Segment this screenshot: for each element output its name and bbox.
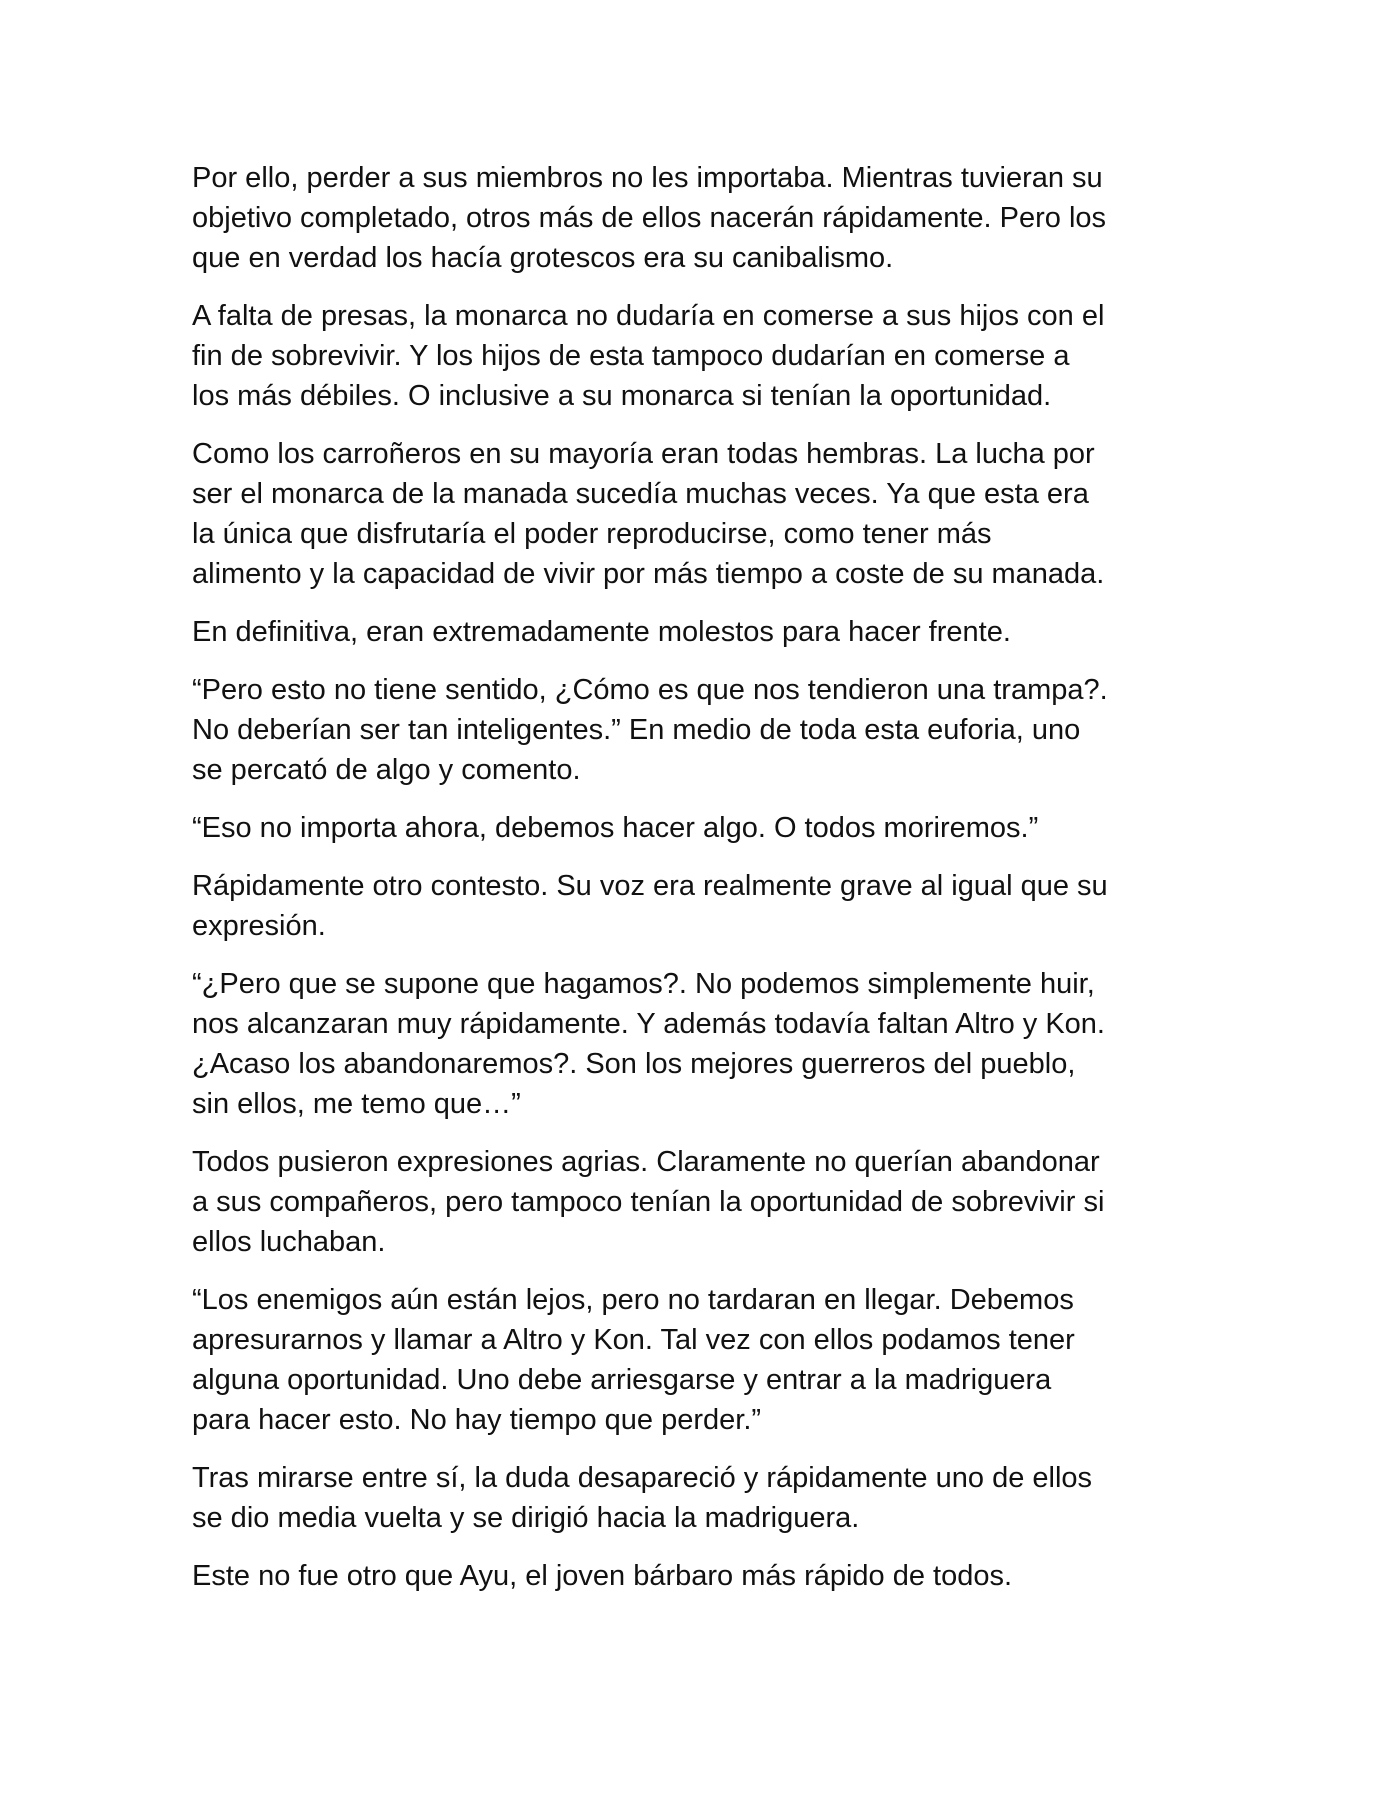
text-line: fin de sobrevivir. Y los hijos de esta tampoco dudarían en comerse a xyxy=(192,340,1070,372)
text-line: ¿Acaso los abandonaremos?. Son los mejores guerreros del pueblo, xyxy=(192,1048,1076,1080)
text-line: En definitiva, eran extremadamente molestos para hacer frente. xyxy=(192,616,1011,648)
text-line: “Pero esto no tiene sentido, ¿Cómo es que nos tendieron una trampa?. xyxy=(192,674,1108,706)
paragraph xyxy=(192,296,1222,416)
text-line: nos alcanzaran muy rápidamente. Y además todavía faltan Altro y Kon. xyxy=(192,1008,1105,1040)
text-line: se dio media vuelta y se dirigió hacia la madriguera. xyxy=(192,1502,860,1534)
text-line: Rápidamente otro contesto. Su voz era realmente grave al igual que su xyxy=(192,870,1108,902)
paragraph xyxy=(192,964,1222,1124)
paragraph xyxy=(192,612,1222,652)
paragraph xyxy=(192,1280,1222,1440)
text-line: ellos luchaban. xyxy=(192,1226,386,1258)
text-line: Por ello, perder a sus miembros no les importaba. Mientras tuvieran su xyxy=(192,162,1103,194)
paragraph xyxy=(192,866,1222,946)
text-line: A falta de presas, la monarca no dudaría en comerse a sus hijos con el xyxy=(192,300,1105,332)
text-line: Este no fue otro que Ayu, el joven bárbaro más rápido de todos. xyxy=(192,1560,1013,1592)
text-line: No deberían ser tan inteligentes.” En medio de toda esta euforia, uno xyxy=(192,714,1081,746)
paragraph xyxy=(192,1556,1222,1596)
text-line: apresurarnos y llamar a Altro y Kon. Tal vez con ellos podamos tener xyxy=(192,1324,1075,1356)
text-line: Como los carroñeros en su mayoría eran todas hembras. La lucha por xyxy=(192,438,1095,470)
text-line: expresión. xyxy=(192,910,326,942)
text-line: a sus compañeros, pero tampoco tenían la oportunidad de sobrevivir si xyxy=(192,1186,1105,1218)
text-line: Tras mirarse entre sí, la duda desapareció y rápidamente uno de ellos xyxy=(192,1462,1093,1494)
paragraph xyxy=(192,1458,1222,1538)
text-line: “Los enemigos aún están lejos, pero no tardaran en llegar. Debemos xyxy=(192,1284,1074,1316)
text-line: para hacer esto. No hay tiempo que perder.” xyxy=(192,1404,762,1436)
paragraph xyxy=(192,158,1222,278)
text-line: sin ellos, me temo que…” xyxy=(192,1088,521,1120)
text-line: que en verdad los hacía grotescos era su canibalismo. xyxy=(192,242,894,274)
document-text-body xyxy=(192,158,1222,1614)
paragraph xyxy=(192,808,1222,848)
text-line: la única que disfrutaría el poder reproducirse, como tener más xyxy=(192,518,992,550)
text-line: “Eso no importa ahora, debemos hacer algo. O todos moriremos.” xyxy=(192,812,1039,844)
paragraph xyxy=(192,434,1222,594)
text-line: objetivo completado, otros más de ellos nacerán rápidamente. Pero los xyxy=(192,202,1107,234)
text-line: “¿Pero que se supone que hagamos?. No podemos simplemente huir, xyxy=(192,968,1095,1000)
text-line: se percató de algo y comento. xyxy=(192,754,581,786)
text-line: Todos pusieron expresiones agrias. Claramente no querían abandonar xyxy=(192,1146,1100,1178)
text-line: alguna oportunidad. Uno debe arriesgarse y entrar a la madriguera xyxy=(192,1364,1052,1396)
text-line: ser el monarca de la manada sucedía muchas veces. Ya que esta era xyxy=(192,478,1089,510)
text-line: alimento y la capacidad de vivir por más tiempo a coste de su manada. xyxy=(192,558,1105,590)
paragraph xyxy=(192,1142,1222,1262)
paragraph xyxy=(192,670,1222,790)
text-line: los más débiles. O inclusive a su monarca si tenían la oportunidad. xyxy=(192,380,1052,412)
